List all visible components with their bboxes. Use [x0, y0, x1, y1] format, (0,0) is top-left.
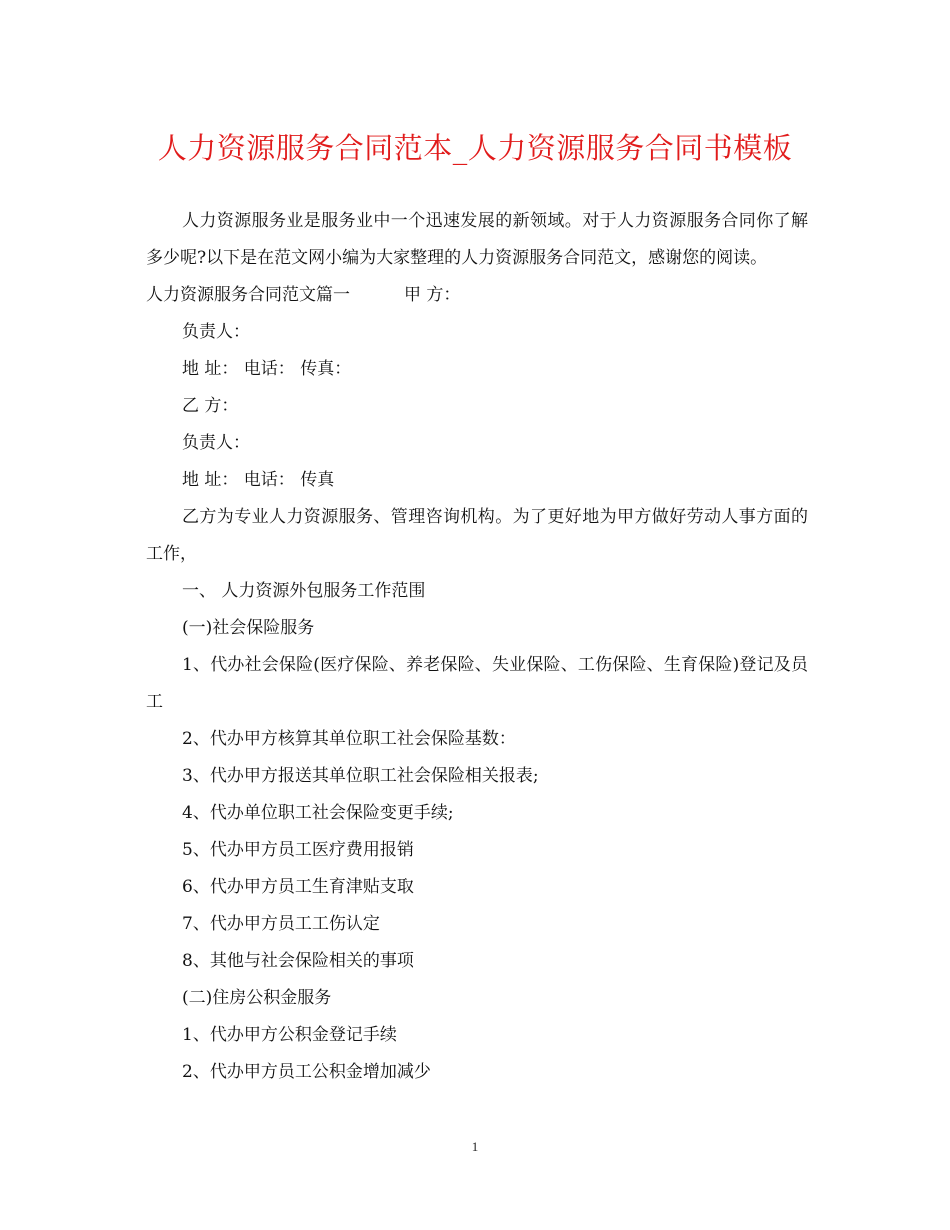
party-a-address: 地 址： 电话： 传真：	[182, 359, 352, 379]
housing-fund-item: 1、代办甲方公积金登记手续	[182, 1025, 397, 1045]
social-insurance-item: 8、其他与社会保险相关的事项	[182, 951, 414, 971]
section-heading-line	[146, 277, 808, 314]
section-heading: 人力资源服务合同范文篇一	[146, 285, 350, 305]
social-insurance-item: 7、代办甲方员工工伤认定	[182, 914, 380, 934]
document-body	[146, 203, 808, 1091]
intro-paragraph: 人力资源服务业是服务业中一个迅速发展的新领域。对于人力资源服务合同你了解多少呢?以下是在范文网小编为大家整理的人力资源服务合同范文，感谢您的阅读。	[146, 211, 808, 268]
party-a-label: 甲 方：	[404, 285, 461, 305]
party-b-address: 地 址： 电话： 传真	[182, 470, 335, 490]
clause-heading: 一、 人力资源外包服务工作范围	[182, 581, 426, 601]
social-insurance-item: 3、代办甲方报送其单位职工社会保险相关报表;	[182, 766, 539, 786]
subsection-heading: (一)社会保险服务	[182, 618, 315, 638]
social-insurance-item: 4、代办单位职工社会保险变更手续;	[182, 803, 454, 823]
social-insurance-item: 5、代办甲方员工医疗费用报销	[182, 840, 414, 860]
party-b-responsible: 负责人：	[182, 433, 250, 453]
page-number: 1	[471, 1139, 479, 1154]
social-insurance-item: 6、代办甲方员工生育津贴支取	[182, 877, 414, 897]
social-insurance-item: 2、代办甲方核算其单位职工社会保险基数：	[182, 729, 516, 749]
housing-fund-item: 2、代办甲方员工公积金增加减少	[182, 1062, 431, 1082]
social-insurance-item: 1、代办社会保险(医疗保险、养老保险、失业保险、工伤保险、生育保险)登记及员工	[146, 655, 808, 712]
document-title: 人力资源服务合同范本_人力资源服务合同书模板	[157, 131, 793, 165]
subsection-heading: (二)住房公积金服务	[182, 988, 332, 1008]
party-b-label: 乙 方：	[182, 396, 239, 416]
party-a-responsible: 负责人：	[182, 322, 250, 342]
purpose-paragraph: 乙方为专业人力资源服务、管理咨询机构。为了更好地为甲方做好劳动人事方面的工作，	[146, 507, 808, 564]
